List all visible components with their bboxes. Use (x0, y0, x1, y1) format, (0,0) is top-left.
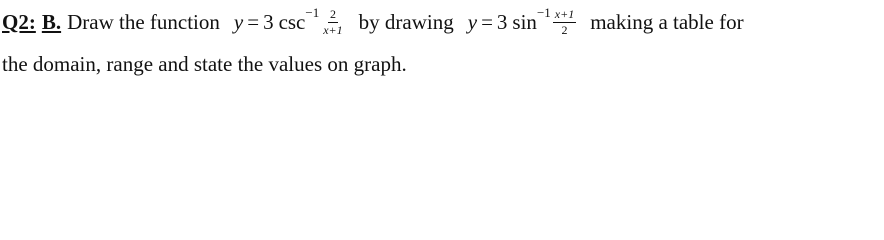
question-part: B. (41, 9, 62, 34)
function-2-trig: sin (512, 9, 537, 34)
function-1-equals: = (247, 9, 260, 34)
function-2 (467, 5, 576, 37)
function-2-exponent: −1 (536, 5, 551, 20)
function-2-fraction (553, 8, 576, 37)
function-1-lhs: y (233, 9, 244, 34)
tail-text: making a table for (590, 9, 744, 34)
function-2-equals: = (481, 9, 493, 34)
intro-text: Draw the function (67, 9, 220, 34)
function-1-numerator: 2 (329, 6, 336, 21)
function-1-fraction (321, 8, 344, 37)
question-line-2: the domain, range and state the values on graph. (2, 52, 407, 76)
function-1-denominator: x+1 (323, 22, 343, 37)
function-2-lhs: y (467, 9, 478, 34)
function-1 (233, 5, 345, 37)
function-2-denominator: 2 (561, 22, 568, 37)
function-1-coef: 3 (263, 9, 274, 34)
function-1-trig: csc (278, 9, 306, 34)
question-line-1 (2, 4, 744, 40)
middle-text: by drawing (358, 9, 454, 34)
function-2-numerator: x+1 (554, 6, 575, 21)
function-2-coef: 3 (496, 9, 508, 34)
question-number: Q2: (2, 9, 36, 34)
function-1-exponent: −1 (305, 5, 320, 20)
